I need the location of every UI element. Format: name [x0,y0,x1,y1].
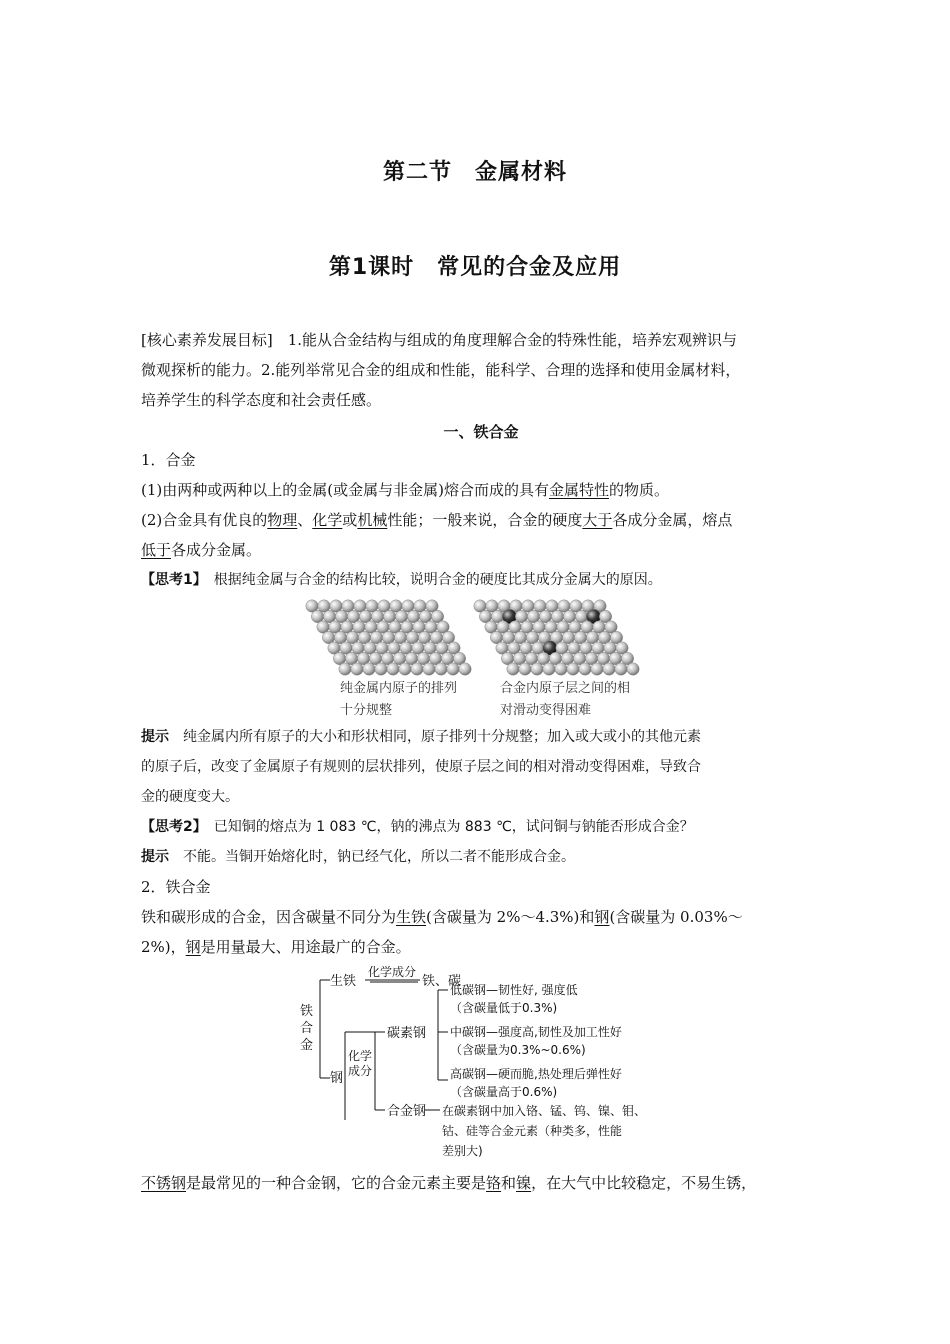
core-goals [141,325,821,415]
text: 性能；一般来说，合金的硬度 [387,511,583,529]
text: 各成分金属，熔点 [612,511,733,529]
metal-atom [543,663,555,675]
metal-atom [615,663,627,675]
text: 是用量最大、用途最广的合金。 [200,938,411,956]
mid-carbon-note: （含碳量为0.3%~0.6%) [450,1043,586,1057]
high-carbon-steel: 高碳钢—硬而脆,热处理后弹性好 [450,1067,622,1081]
low-carbon-note: （含碳量低于0.3%) [450,1001,558,1015]
text: 和 [501,1174,517,1192]
caption-line: 纯金属内原子的排列 [340,681,458,696]
metal-atom [411,663,423,675]
metal-atom [375,663,387,675]
chem-comp-v1: 化学 [348,1049,373,1063]
paragraph [141,505,821,535]
text: 是最常见的一种合金钢，它的合金元素主要是 [186,1174,487,1192]
metal-atom [603,663,615,675]
caption-line: 十分规整 [340,703,393,718]
metal-atom [591,663,603,675]
figure-caption-left [340,678,457,722]
metal-atom [459,663,471,675]
text: (1)由两种或两种以上的金属(或金属与非金属)熔合而成的具有 [141,481,549,499]
steel-label: 钢 [330,1071,344,1086]
root-char: 铁 [300,1004,314,1019]
metal-atom [363,663,375,675]
think-label: 【思考2】 [141,819,200,835]
text: (含碳量为 2%～4.3%)和 [426,908,595,926]
hint-text: 金的硬度变大。 [141,789,239,805]
think-label: 【思考1】 [141,572,200,588]
paragraph [141,475,821,505]
section-heading: 一、铁合金 [443,423,519,441]
pig-iron-label: 生铁 [330,974,357,989]
hint-text: 纯金属内所有原子的大小和形状相同，原子排列十分规整；加入或大或小的其他元素 [169,729,701,745]
text: 2%)， [141,938,186,956]
metal-atom [627,663,639,675]
metal-atom [399,663,411,675]
root-char: 合 [300,1021,314,1036]
blank-answer: 钢 [185,938,201,956]
paragraph [141,932,821,962]
hint-label: 提示 [141,729,169,745]
root-char: 金 [300,1038,314,1053]
iron-alloy-diagram [290,960,670,1160]
think-question-2 [141,812,821,842]
goals-line: 微观探析的能力。2.能列举常见合金的组成和性能，能科学、合理的选择和使用金属材料， [141,361,741,379]
alloy-steel-desc: 差别大) [442,1144,483,1158]
figure-caption-right [500,678,630,722]
text: 、 [297,511,313,529]
pure-metal-lattice [306,600,471,675]
metal-atom [531,663,543,675]
hint-text: 的原子后，改变了金属原子有规则的层状排列，使原子层之间的相对滑动变得困难，导致合 [141,759,701,775]
metal-atom [507,663,519,675]
caption-line: 对滑动变得困难 [500,703,592,718]
metal-atom [423,663,435,675]
high-carbon-note: （含碳量高于0.6%) [450,1085,558,1099]
item-heading: 2．铁合金 [141,878,211,896]
item-alloy [141,445,821,595]
blank-answer: 机械 [357,511,388,529]
metal-atom [339,663,351,675]
think-text: 根据纯金属与合金的结构比较，说明合金的硬度比其成分金属大的原因。 [199,572,662,588]
metal-atom [351,663,363,675]
metal-atom [447,663,459,675]
hint-text: 不能。当铜开始熔化时，钠已经气化，所以二者不能形成合金。 [169,849,575,865]
blank-answer: 化学 [312,511,343,529]
blank-answer: 低于 [141,541,172,559]
low-carbon-steel: 低碳钢—韧性好, 强度低 [450,983,578,997]
chem-comp-label: 化学成分 [368,965,417,979]
metal-atom [579,663,591,675]
text: 铁和碳形成的合金，因含碳量不同分为 [141,908,397,926]
goals-line: 1.能从合金结构与组成的角度理解合金的特殊性能，培养宏观辨识与 [272,331,738,349]
alloy-steel-desc: 钴、硅等合金元素（种类多，性能 [442,1124,623,1138]
blank-answer: 不锈钢 [141,1174,187,1192]
text: 的物质。 [608,481,669,499]
hint-1 [141,722,821,752]
text: ，在大气中比较稳定，不易生锈， [531,1174,757,1192]
chem-comp-v2: 成分 [348,1064,373,1078]
text: 各成分金属。 [171,541,262,559]
text: (含碳量为 0.03%～ [609,908,743,926]
blank-answer: 钢 [594,908,610,926]
lesson-title: 第1课时 常见的合金及应用 [328,255,622,280]
blank-answer: 金属特性 [548,481,609,499]
hint-2 [141,842,821,872]
item-heading: 1．合金 [141,451,196,469]
caption-line: 合金内原子层之间的相 [500,681,631,696]
alloy-lattice [474,600,639,675]
blank-answer: 生铁 [396,908,427,926]
hints-block [141,722,821,962]
metal-atom [567,663,579,675]
blank-answer: 物理 [267,511,298,529]
paragraph [141,902,821,932]
text: (2)合金具有优良的 [141,511,268,529]
paragraph [141,535,821,565]
metal-atom [555,663,567,675]
metal-atom [387,663,399,675]
blank-answer: 镍 [516,1174,532,1192]
carbon-steel-label: 碳素钢 [387,1026,427,1041]
goals-line: 培养学生的科学态度和社会责任感。 [141,391,382,409]
alloy-steel-label: 合金钢 [387,1104,427,1119]
blank-answer: 铬 [486,1174,502,1192]
hint-label: 提示 [141,849,169,865]
goals-label: [核心素养发展目标] [141,331,273,349]
alloy-steel-desc: 在碳素钢中加入铬、锰、钨、镍、钼、 [442,1104,647,1118]
section-title: 第二节 金属材料 [382,160,567,185]
fe-c-label: 铁、碳 [422,974,462,989]
think-text: 已知铜的熔点为 1 083 ℃，钠的沸点为 883 ℃，试问铜与钠能否形成合金？ [199,819,694,835]
stainless-paragraph [141,1168,821,1198]
metal-atom [519,663,531,675]
blank-answer: 大于 [582,511,613,529]
text: 或 [342,511,358,529]
think-question-1 [141,565,821,595]
mid-carbon-steel: 中碳钢—强度高,韧性及加工性好 [450,1025,622,1039]
metal-atom [435,663,447,675]
